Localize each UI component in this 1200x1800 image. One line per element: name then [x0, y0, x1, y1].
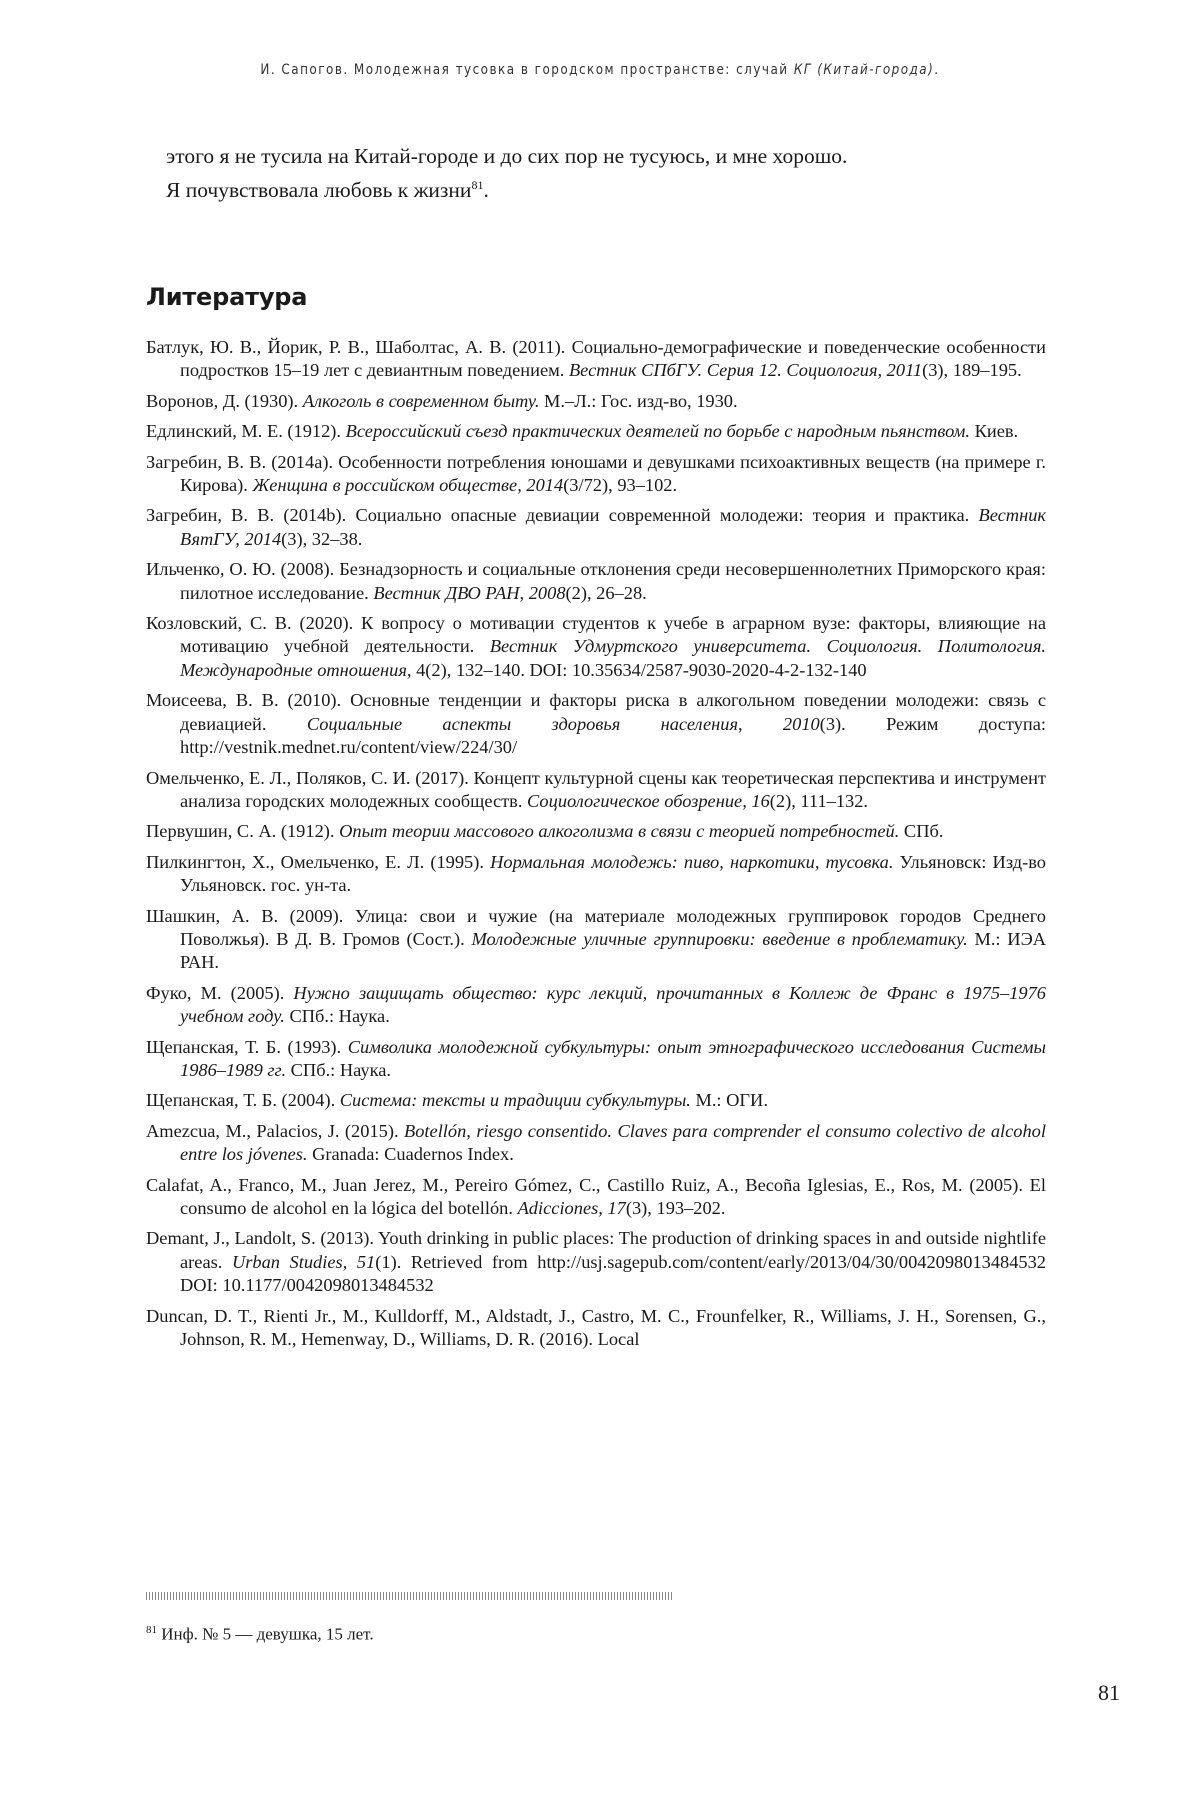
- reference-details: СПб.: Наука.: [285, 1006, 390, 1026]
- reference-details: СПб.: Наука.: [286, 1060, 391, 1080]
- running-header-text: И. Сапогов. Молодежная тусовка в городском пространстве: случай: [260, 62, 793, 78]
- reference-source: Вестник ДВО РАН, 2008: [373, 583, 565, 603]
- reference-item: [146, 1036, 1046, 1083]
- reference-details: Киев.: [970, 421, 1018, 441]
- reference-details: М.: ИЭА РАН.: [180, 929, 1046, 972]
- reference-text: Батлук, Ю. В., Йорик, Р. В., Шаболтас, А. В. (2011). Социально-демографические и поведенческие особенности подростков 15–19 лет с девиантным поведением.: [146, 337, 1046, 380]
- reference-list: [146, 336, 1046, 1358]
- reference-details: (3), 193–202.: [626, 1198, 726, 1218]
- reference-item: [146, 451, 1046, 498]
- running-header-italic: КГ (Китай-города): [794, 62, 934, 78]
- reference-text: Пилкингтон, Х., Омельченко, Е. Л. (1995).: [146, 852, 490, 872]
- reference-details: М.–Л.: Гос. изд-во, 1930.: [539, 391, 737, 411]
- reference-source: Adicciones, 17: [518, 1198, 626, 1218]
- reference-text: Щепанская, Т. Б. (1993).: [146, 1037, 348, 1057]
- running-header-end: .: [934, 62, 939, 78]
- reference-source: Нормальная молодежь: пиво, наркотики, тусовка.: [490, 852, 893, 872]
- reference-details: 4(2), 132–140. DOI: 10.35634/2587-9030-2020-4-2-132-140: [412, 660, 867, 680]
- reference-source: Всероссийский съезд практических деятелей по борьбе с народным пьянством.: [346, 421, 970, 441]
- reference-item: [146, 390, 1046, 413]
- reference-text: Calafat, A., Franco, M., Juan Jerez, M., Pereiro Gómez, C., Castillo Ruiz, A., Becoña Iglesias, E., Ros, M. (2005). El consumo de alcohol en la lógica del botellón.: [146, 1175, 1046, 1218]
- footnote-mark: 81: [146, 1624, 157, 1636]
- reference-details: Granada: Cuadernos Index.: [308, 1144, 514, 1164]
- reference-item: [146, 982, 1046, 1029]
- reference-source: Вестник ВятГУ, 2014: [180, 505, 1046, 548]
- reference-text: Едлинский, М. Е. (1912).: [146, 421, 346, 441]
- reference-item: [146, 1120, 1046, 1167]
- reference-item: [146, 504, 1046, 551]
- reference-text: Козловский, С. В. (2020). К вопросу о мотивации студентов к учебе в аграрном вузе: факторы, влияющие на мотивацию учебной деятельности.: [146, 613, 1046, 656]
- reference-source: Алкоголь в современном быту.: [303, 391, 540, 411]
- reference-item: [146, 905, 1046, 975]
- reference-details: (3/72), 93–102.: [563, 475, 677, 495]
- reference-item: [146, 1174, 1046, 1221]
- reference-item: [146, 851, 1046, 898]
- reference-details: (2), 111–132.: [770, 791, 868, 811]
- reference-text: Ильченко, О. Ю. (2008). Безнадзорность и социальные отклонения среди несовершеннолетних Приморского края: пилотное исследование.: [146, 559, 1046, 602]
- reference-text: Воронов, Д. (1930).: [146, 391, 303, 411]
- reference-details: Ульяновск: Изд-во Ульяновск. гос. ун-та.: [180, 852, 1046, 895]
- page-number: 81: [1098, 1680, 1120, 1706]
- body-line-2: [166, 171, 1046, 205]
- reference-item: [146, 820, 1046, 843]
- reference-text: Первушин, С. А. (1912).: [146, 821, 339, 841]
- reference-text: Загребин, В. В. (2014b). Социально опасные девиации современной молодежи: теория и практика.: [146, 505, 978, 525]
- reference-details: СПб.: [899, 821, 943, 841]
- footnote-separator: [146, 1592, 674, 1600]
- body-line-2-text: Я почувствовала любовь к жизни: [166, 178, 471, 202]
- reference-source: Нужно защищать общество: курс лекций, прочитанных в Коллеж де Франс в 1975–1976 учебном году.: [180, 983, 1046, 1026]
- footnote-reference[interactable]: 81: [471, 178, 483, 192]
- reference-source: Женщина в российском обществе, 2014: [252, 475, 563, 495]
- section-heading: Литература: [146, 283, 307, 311]
- reference-details: (3), 189–195.: [922, 360, 1022, 380]
- reference-text: Amezcua, M., Palacios, J. (2015).: [146, 1121, 404, 1141]
- reference-item: [146, 558, 1046, 605]
- reference-source: Опыт теории массового алкоголизма в связи с теорией потребностей.: [339, 821, 899, 841]
- reference-source: Социологическое обозрение, 16: [527, 791, 770, 811]
- body-line-2-end: .: [483, 178, 488, 202]
- reference-item: [146, 689, 1046, 759]
- reference-text: Щепанская, Т. Б. (2004).: [146, 1090, 340, 1110]
- reference-text: Duncan, D. T., Rienti Jr., M., Kulldorff, M., Aldstadt, J., Castro, M. C., Frounfelker, R., Williams, J. H., Sorensen, G., Johnson, R. M., Hemenway, D., Williams, D. R. (2016). Local: [146, 1306, 1046, 1349]
- reference-text: Фуко, М. (2005).: [146, 983, 293, 1003]
- reference-source: Urban Studies, 51: [232, 1252, 375, 1272]
- reference-source: Вестник Удмуртского университета. Социология. Политология. Международные отношения,: [180, 636, 1046, 679]
- reference-text: Моисеева, В. В. (2010). Основные тенденции и факторы риска в алкогольном поведении молодежи: связь с девиацией.: [146, 690, 1046, 733]
- reference-item: [146, 1305, 1046, 1352]
- reference-source: Социальные аспекты здоровья населения, 2010: [307, 714, 820, 734]
- reference-text: Demant, J., Landolt, S. (2013). Youth drinking in public places: The production of drinking spaces in and outside nightlife areas.: [146, 1228, 1046, 1271]
- reference-item: [146, 1227, 1046, 1297]
- reference-source: Система: тексты и традиции субкультуры.: [340, 1090, 691, 1110]
- reference-item: [146, 612, 1046, 682]
- body-line-1: этого я не тусила на Китай-городе и до сих пор не тусуюсь, и мне хорошо.: [166, 142, 1046, 171]
- reference-details: (3). Режим доступа: http://vestnik.mednet.ru/content/view/224/30/: [180, 714, 1046, 757]
- footnote: [146, 1624, 374, 1645]
- reference-item: [146, 336, 1046, 383]
- reference-details: М.: ОГИ.: [691, 1090, 768, 1110]
- reference-details: (3), 32–38.: [281, 529, 362, 549]
- reference-source: Вестник СПбГУ. Серия 12. Социология, 2011: [569, 360, 922, 380]
- footnote-text: Инф. № 5 — девушка, 15 лет.: [157, 1625, 374, 1644]
- reference-source: Символика молодежной субкультуры: опыт этнографического исследования Системы 1986–1989 гг.: [180, 1037, 1046, 1080]
- reference-source: Botellón, riesgo consentido. Claves para comprender el consumo colectivo de alcohol entre los jóvenes.: [180, 1121, 1046, 1164]
- reference-text: Загребин, В. В. (2014a). Особенности потребления юношами и девушками психоактивных веществ (на примере г. Кирова).: [146, 452, 1046, 495]
- running-header: [48, 62, 1152, 78]
- reference-source: Молодежные уличные группировки: введение в проблематику.: [472, 929, 968, 949]
- reference-text: Шашкин, А. В. (2009). Улица: свои и чужие (на материале молодежных группировок городов Среднего Поволжья). В Д. В. Громов (Сост.).: [146, 906, 1046, 949]
- reference-item: [146, 767, 1046, 814]
- reference-details: (2), 26–28.: [566, 583, 647, 603]
- reference-text: Омельченко, Е. Л., Поляков, С. И. (2017). Концепт культурной сцены как теоретическая перспектива и инструмент анализа городских молодежных сообществ.: [146, 768, 1046, 811]
- reference-details: (1). Retrieved from http://usj.sagepub.com/content/early/2013/04/30/0042098013484532 DOI: 10.1177/0042098013484532: [180, 1252, 1046, 1295]
- reference-item: [146, 1089, 1046, 1112]
- body-text: [166, 142, 1046, 205]
- reference-item: [146, 420, 1046, 443]
